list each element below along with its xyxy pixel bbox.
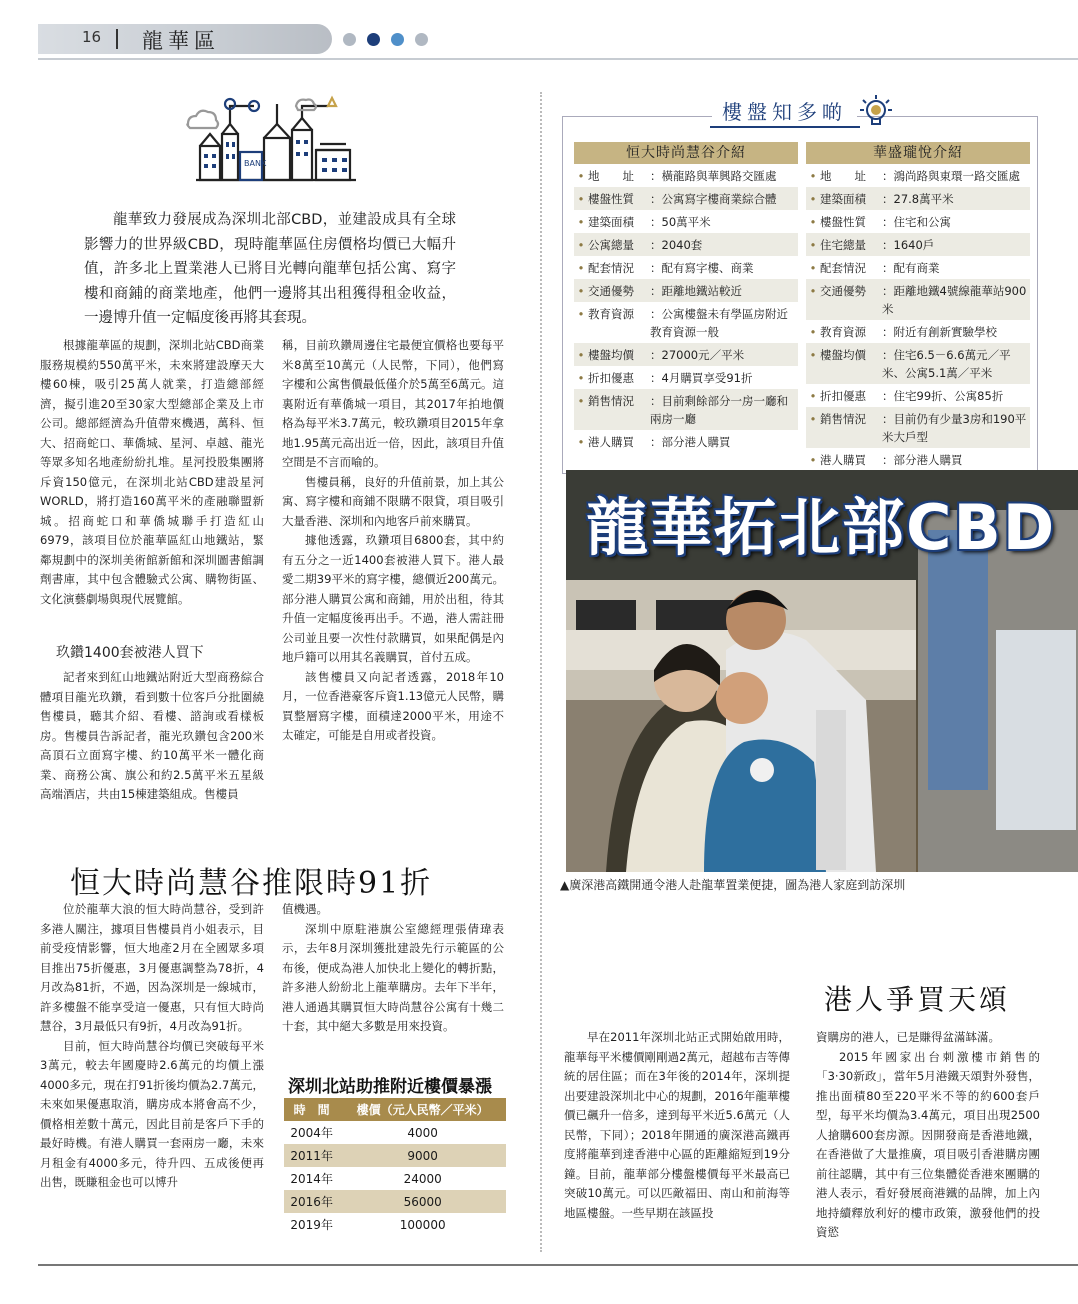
info-label: 樓盤均價 [820,347,866,362]
bottom-rule [38,1264,1078,1266]
article3-paragraph: 2015年國家出台刺激樓市銷售的「3·30新政」，當年5月港鐵天頌對外發售，推出面積80至220平米不等的約600套戶型，每平米均價為3.4萬元，項目出現2500人搶購600套房源。因開發商是香港地鐵，在香港做了大量推廣，項目吸引香港購房團前往認購，其中有三位集體從香港來團購的港人表示，看好發展商港鐵的品牌，加上內地持續釋放利好的樓市政策，激發他們的投資慾 [816,1049,1040,1239]
info-row [574,389,798,430]
bullet-icon: • [577,168,585,183]
info-value: ：1640戶 [882,237,935,252]
info-value: ：目前仍有少量3房和190平米大戶型 [882,411,1027,444]
info-row [574,187,798,210]
article2-column-2 [282,900,504,1037]
info-label: 銷售情況 [588,393,634,408]
info-value: ：2040套 [650,237,703,252]
bullet-icon: • [809,388,817,403]
info-row [574,366,798,389]
info-value: ：距離地鐵4號線龍華站900米 [882,283,1027,316]
info-label: 地 址 [820,168,866,183]
main-headline: 龍華拓北部CBD [586,491,1057,564]
info-row [806,256,1030,279]
info-row [574,302,798,343]
article1-paragraph: 稱，目前玖鑽周邊住宅最便宜價格也要每平米8萬至10萬元（人民幣，下同），他們寫字樓和公寓售價最低僅介於5萬至6萬元。這裏附近有華僑城一項目，其2017年拍地價格為每平米3.7萬元，較玖鑽項目2015年拿地1.95萬元高出近一倍，因此，該項目升值空間是不言而喻的。 [282,338,504,469]
article2-paragraph: 值機遇。 [282,902,328,916]
table-header: 時 間 [284,1098,339,1121]
info-value: ：部分港人購買 [650,434,731,449]
bullet-icon: • [577,347,585,362]
bullet-icon: • [809,214,817,229]
info-value: ：橫龍路與華興路交匯處 [650,168,777,183]
page-number: 16 [82,28,102,46]
info-row [806,448,1030,471]
top-rule [38,58,1078,60]
info-value: ：住宅99折、公寓85折 [882,388,1004,403]
info-value: ：鴻尚路與東環一路交匯處 [882,168,1020,183]
photo-caption: ▲廣深港高鐵開通令港人赴龍華置業便捷，圖為港人家庭到訪深圳 [560,878,906,892]
table-cell: 2011年 [284,1144,339,1167]
article1-paragraph: 售樓員稱，良好的升值前景，加上其公寓、寫字樓和商鋪不限購不限貸，項目吸引大量香港、深圳和內地客戶前來購買。 [282,474,504,528]
info-value: ：4月購買享受91折 [650,370,753,385]
bullet-icon: • [577,393,585,408]
bullet-icon: • [809,237,817,252]
table-header: 樓價（元人民幣／平米） [339,1098,506,1121]
info-label: 交通優勢 [820,283,866,298]
info-row [806,320,1030,343]
bullet-icon: • [809,324,817,339]
bullet-icon: • [809,168,817,183]
article1-paragraph: 記者來到紅山地鐵站附近大型商務綜合體項目龍光玖鑽，看到數十位客戶分批圍繞售樓員，聽其介紹、看樓、諮詢或看樣板房。售樓員告訴記者，龍光玖鑽包含200米高頂石立面寫字樓、約10萬平米一體化商業、商務公寓、旗公和約2.5萬平米五星級高端酒店，共由15棟建築組成。售樓員 [40,670,264,801]
info-label: 港人購買 [820,452,866,467]
article3-paragraph: 早在2011年深圳北站正式開始啟用時，龍華每平米樓價剛剛過2萬元，超越布吉等傳統的居住區；而在3年後的2014年，深圳提出要建設深圳北中心的規劃，2016年龍華樓價已飆升一倍多，達到每平米近5.6萬元（人民幣，下同）；2018年開通的廣深港高鐵再度將龍華到達香港中心區的距離縮短到19分鐘。目前，龍華部分樓盤樓價每平米最高已突破10萬元。可以匹敵福田、南山和前海等地區樓盤。一些早期在該區投 [564,1030,790,1220]
info-row [574,233,798,256]
info-label: 配套情況 [820,260,866,275]
table-cell: 4000 [407,1125,438,1140]
table-row [284,1167,506,1190]
info-left-column [574,142,798,453]
table-row [284,1190,506,1213]
info-label: 樓盤性質 [820,214,866,229]
table-cell: 2019年 [290,1218,333,1232]
bullet-icon: • [809,283,817,298]
header-divider [116,29,118,49]
info-value: ：公寓樓盤未有學區房附近教育資源一般 [650,306,788,339]
info-label: 樓盤均價 [588,347,634,362]
lightbulb-icon [858,92,894,132]
article2-paragraph: 目前，恒大時尚慧谷均價已突破每平米3萬元，較去年國慶時2.6萬元的均價上漲4000多元，現在打91折後均價為2.7萬元，未來如果優惠取消，購房成本將會高不少，價格相差數十萬元，因此目前是客戶下手的最好時機。有港人購買一套兩房一廳，未來月租金有4000多元，待升四、五成後便再出售，既賺租金也可以博升 [40,1038,264,1189]
info-label: 折扣優惠 [588,370,634,385]
article2-column-1 [40,900,264,1193]
info-value: ：公寓寫字樓商業綜合體 [650,191,777,206]
intro-text: 龍華致力發展成為深圳北部CBD，並建設成具有全球影響力的世界級CBD，現時龍華區住房價格均價已大幅升值，許多北上置業港人已將目光轉向龍華包括公寓、寫字樓和商鋪的商業地產，他們一邊將其出租獲得租金收益，一邊博升值一定幅度後再將其套現。 [84,212,456,326]
bullet-icon: • [809,347,817,362]
table-cell: 2004年 [290,1126,333,1140]
table-cell: 9000 [339,1144,506,1167]
bullet-icon: • [809,452,817,467]
bullet-icon: • [577,434,585,449]
info-label: 港人購買 [588,434,634,449]
info-value: ：目前剩餘部分一房一廳和兩房一廳 [650,393,788,426]
section-title: 龍華區 [142,29,220,53]
header-dot [367,33,380,46]
article2-paragraph: 位於龍華大浪的恒大時尚慧谷，受到許多港人關注，據項目售樓員肖小姐表示，目前受疫情影響，恒大地產2月在全國眾多項目推出75折優惠，3月優惠調整為78折，4月改為81折，不過，因為深圳是一線城市，許多樓盤不能享受這一優惠，只有恒大時尚慧谷，3月最低只有9折，4月改為91折。 [40,902,264,1033]
table-row [284,1213,506,1236]
info-value: ：住宅6.5－6.6萬元／平米、公寓5.1萬／平米 [882,347,1011,380]
info-label: 折扣優惠 [820,388,866,403]
svg-text:BANK: BANK [244,159,267,168]
table-cell: 2014年 [290,1172,333,1186]
header-dot [391,33,404,46]
info-value: ：配有商業 [882,260,940,275]
info-left-heading: 恒大時尚慧谷介紹 [574,142,798,164]
headline-hengda: 恒大時尚慧谷推限時91折 [70,866,433,901]
column-divider [540,92,543,1252]
info-row [574,279,798,302]
article1-subhead: 玖鑽1400套被港人買下 [56,645,204,661]
bullet-icon: • [577,370,585,385]
header-dot [415,33,428,46]
info-row [574,210,798,233]
info-row [806,407,1030,448]
article1-column-2 [282,336,504,746]
info-title-rule [710,126,860,128]
info-box-title: 樓盤知多啲 [712,96,857,125]
headline-tianson: 港人爭買天頌 [824,983,1011,1016]
info-label: 建築面積 [588,214,634,229]
article1-paragraph: 該售樓員又向記者透露，2018年10月，一位香港豪客斥資1.13億元人民幣，購買整層寫字樓，面積達2000平米，用途不太確定，可能是自用或者投資。 [282,669,504,742]
bullet-icon: • [577,283,585,298]
info-row [806,279,1030,320]
info-label: 地 址 [588,168,634,183]
table-row [284,1121,506,1144]
info-row [806,210,1030,233]
bullet-icon: • [809,191,817,206]
table-cell: 56000 [339,1190,506,1213]
info-row [574,430,798,453]
bullet-icon: • [577,191,585,206]
info-right-column [806,142,1030,471]
table-cell: 2016年 [284,1190,339,1213]
info-label: 交通優勢 [588,283,634,298]
info-value: ：27.8萬平米 [882,191,954,206]
info-row [574,343,798,366]
info-label: 樓盤性質 [588,191,634,206]
info-row [574,256,798,279]
info-row [806,343,1030,384]
price-table [284,1098,506,1236]
info-label: 教育資源 [588,306,634,321]
article3-column-2 [816,1028,1040,1243]
info-label: 配套情況 [588,260,634,275]
table-cell: 100000 [399,1217,446,1232]
info-label: 教育資源 [820,324,866,339]
info-value: ：27000元／平米 [650,347,745,362]
info-row [574,164,798,187]
info-value: ：50萬平米 [650,214,711,229]
info-row [806,384,1030,407]
bullet-icon: • [809,260,817,275]
info-label: 住宅總量 [820,237,866,252]
info-value: ：住宅和公寓 [882,214,951,229]
article3-column-1 [564,1028,790,1223]
info-value: ：附近有創新實驗學校 [882,324,997,339]
info-label: 建築面積 [820,191,866,206]
article1-paragraph: 據他透露，玖鑽項目6800套，其中約有五分之一近1400套被港人買下。港人最愛二期39平米的寫字樓，總價近200萬元。部分港人購買公寓和商鋪，用於出租，待其升值一定幅度後再出手。不過，港人需註冊公司並且要一次性付款購買，如果配偶是內地戶籍可以用其名義購買，首付五成。 [282,533,504,664]
info-label: 銷售情況 [820,411,866,426]
info-value: ：部分港人購買 [882,452,963,467]
bullet-icon: • [577,214,585,229]
table-cell: 24000 [403,1171,442,1186]
table-row [284,1144,506,1167]
article1-paragraph: 根據龍華區的規劃，深圳北站CBD商業服務規模約550萬平米，未來將建設摩天大樓60棟，吸引25萬人就業，打造總部經濟，擬引進20至30家大型總部企業及上市公司。總部經濟為升值帶來機遇，萬科、恒大、招商蛇口、華僑城、星河、卓越、龍光等眾多知名地產紛紛扎堆。星河投股集團將斥資150億元，在深圳北站CBD建設星河WORLD，將打造160萬平米的產融聯盟新城。招商蛇口和華僑城聯手打造紅山6979，該項目位於龍華區紅山地鐵站，緊鄰規劃中的深圳美術館新館和深圳圖書館調劑書庫，其中包含體驗式公寓、購物街區、文化演藝劇場與現代展覽館。 [40,338,264,606]
info-row [806,164,1030,187]
info-label: 公寓總量 [588,237,634,252]
info-row [806,187,1030,210]
bullet-icon: • [577,237,585,252]
info-value: ：配有寫字樓、商業 [650,260,754,275]
info-row [806,233,1030,256]
article1-column-1b [40,668,264,805]
bullet-icon: • [577,260,585,275]
city-skyline-icon [176,94,376,194]
article1-column-1 [40,336,264,609]
bullet-icon: • [577,306,585,321]
info-right-heading: 華盛瓏悅介紹 [806,142,1030,164]
article2-paragraph: 深圳中原駐港旗公室總經理張倩瑋表示，去年8月深圳獲批建設先行示範區的公布後，便成為港人加快北上變化的轉折點，許多港人紛紛北上龍華購房。去年下半年，港人通過其購買恒大時尚慧谷公寓有十幾二十套，其中絕大多數是用來投資。 [282,921,504,1033]
price-table-title: 深圳北站助推附近樓價暴漲 [288,1077,492,1097]
header-dot [343,33,356,46]
info-value: ：距離地鐵站較近 [650,283,742,298]
bullet-icon: • [809,411,817,426]
article3-paragraph: 資購房的港人，已是賺得盆滿缽滿。 [816,1030,1000,1044]
